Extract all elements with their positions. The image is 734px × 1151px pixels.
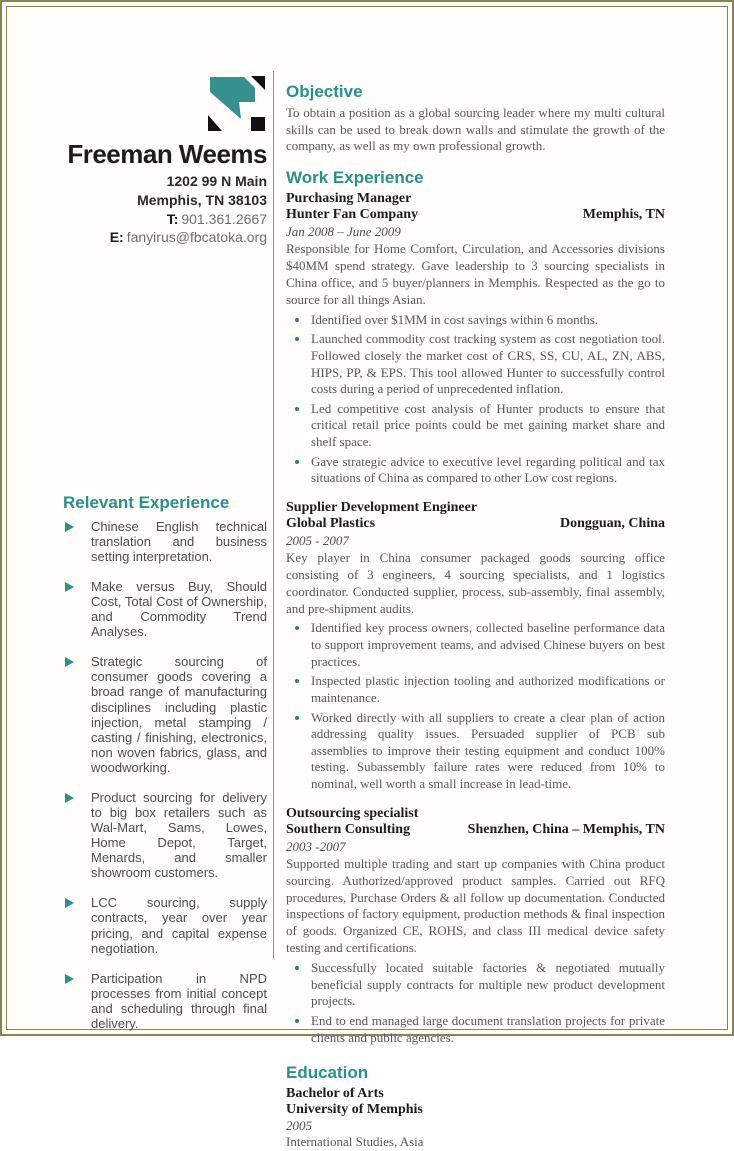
job-company-line <box>286 516 665 531</box>
objective-section <box>286 83 665 155</box>
triangle-bullet-icon <box>65 974 74 984</box>
education-section <box>286 1064 665 1151</box>
job-dates: 2005 - 2007 <box>286 532 349 548</box>
bullet-text: Launched commodity cost tracking system as cost negotiation tool. Followed closely the market cost of CRS, SS, CU, AL, ZN, ABS, HIPS, PP, & EPS. This tool allowed Hunter to successfully control costs during a period of unprecedented inflation. <box>311 331 665 397</box>
job-summary: Supported multiple trading and start up companies with China product sourcing. Authorized/approved product samples. Carried out RFQ procedures, Purchase Orders & all follow up documentation. Conducted inspections of factory equipment, production methods & final inspection of goods. Organized CE, ROHS, and class III medical device safety testing and certifications. <box>286 855 665 956</box>
triangle-bullet-icon <box>65 582 74 592</box>
triangle-bullet-icon <box>65 793 74 803</box>
contact-block <box>63 172 267 246</box>
main-column <box>273 7 727 1150</box>
job-bullet <box>286 312 665 329</box>
job-bullet-list <box>286 312 665 487</box>
job-bullet <box>286 960 665 1010</box>
list-item <box>63 790 267 880</box>
job-bullet <box>286 620 665 670</box>
work-experience-section <box>286 169 665 1046</box>
education-year: 2005 <box>286 1118 312 1134</box>
work-experience-heading: Work Experience <box>286 168 424 188</box>
bullet-dot-icon <box>295 1019 299 1023</box>
bullet-text: Successfully located suitable factories & negotiated mutually beneficial supply contracts for multiple new product development projects. <box>311 960 665 1009</box>
list-item <box>63 579 267 639</box>
job-title: Purchasing Manager <box>286 191 412 207</box>
bullet-text: End to end managed large document translation projects for private clients and public agencies. <box>311 1012 665 1045</box>
email-label: E: <box>109 229 124 246</box>
email-address: fanyirus@fbcatoka.org <box>126 229 267 246</box>
job-location: Shenzhen, China – Memphis, TN <box>467 822 665 838</box>
job-entry <box>286 191 665 487</box>
bullet-dot-icon <box>295 626 299 630</box>
job-location: Dongguan, China <box>559 516 665 532</box>
education-degree: Bachelor of Arts <box>286 1085 384 1101</box>
bullet-dot-icon <box>295 460 299 464</box>
job-title: Supplier Development Engineer <box>286 499 478 515</box>
resume-frame <box>6 6 728 1150</box>
triangle-bullet-icon <box>65 522 74 532</box>
column-divider <box>273 71 274 959</box>
job-entry <box>286 806 665 1047</box>
bullet-dot-icon <box>295 716 299 720</box>
list-item <box>63 971 267 1031</box>
job-company-line <box>286 822 665 837</box>
list-item-text: Chinese English technical translation and business setting interpretation. <box>91 518 267 564</box>
education-details: International Studies, Asia <box>286 1134 424 1150</box>
bullet-dot-icon <box>295 407 299 411</box>
bullet-text: Gave strategic advice to executive level regarding political and tax situations of China as compared to other Low cost regions. <box>311 453 665 486</box>
list-item <box>63 519 267 564</box>
bullet-dot-icon <box>295 337 299 341</box>
bullet-text: Worked directly with all suppliers to create a clear plan of action addressing quality issues. Persuaded supplier of PCB sub assemblies to improve their testing equipment and conduct 100% testing. Subassembly failure rates were reduced from 10% to nominal, well worth a small increase in lead-time. <box>311 709 665 792</box>
job-bullet <box>286 1013 665 1046</box>
job-dates: Jan 2008 – June 2009 <box>286 223 401 239</box>
bullet-text: Led competitive cost analysis of Hunter products to ensure that critical retail price points could be met gaining market share and shelf space. <box>311 400 665 450</box>
relevant-experience-section <box>63 493 267 1031</box>
job-company: Southern Consulting <box>286 822 411 838</box>
bullet-text: Identified key process owners, collected baseline performance data to support improvement teams, and advised Chinese buyers on best practices. <box>311 620 665 669</box>
job-bullet <box>286 331 665 398</box>
job-company: Global Plastics <box>286 516 376 532</box>
education-school: University of Memphis <box>286 1102 423 1118</box>
job-bullet <box>286 454 665 487</box>
job-bullet <box>286 710 665 793</box>
job-summary: Key player in China consumer packaged goods sourcing office consisting of 3 engineers, 4 sourcing specialists, and 1 logistics coordinator. Conducted supplier, process, sub-assembly, final assembly, and pre-shipment audits. <box>286 549 665 616</box>
objective-text: To obtain a position as a global sourcing leader where my multi cultural skills can be used to break down walls and stimulate the growth of the company, as well as my own professional growth. <box>286 104 665 154</box>
triangle-bullet-icon <box>65 898 74 908</box>
relevant-experience-heading: Relevant Experience <box>63 492 230 512</box>
person-name: Freeman Weems <box>67 139 267 169</box>
job-bullet <box>286 673 665 706</box>
job-company: Hunter Fan Company <box>286 207 418 223</box>
education-heading: Education <box>286 1063 369 1083</box>
job-location: Memphis, TN <box>582 207 665 223</box>
bullet-dot-icon <box>295 318 299 322</box>
job-company-line <box>286 207 665 222</box>
job-summary: Responsible for Home Comfort, Circulation, and Accessories divisions $40MM spend strategy. Gave leadership to 3 sourcing specialists in China office, and 5 buyer/planners in Memphis. Respected as the go to source for all things Asian. <box>286 241 665 307</box>
list-item <box>63 895 267 955</box>
job-bullet-list <box>286 620 665 792</box>
job-title: Outsourcing specialist <box>286 805 419 821</box>
bullet-dot-icon <box>295 679 299 683</box>
phone-label: T: <box>166 210 179 227</box>
job-entry <box>286 500 665 793</box>
email-line <box>63 228 267 247</box>
list-item-text: Product sourcing for delivery to big box retailers such as Wal-Mart, Sams, Lowes, Home Depot, Target, Menards, and smaller showroom customers. <box>91 789 267 881</box>
address-line-1: 1202 99 N Main <box>166 173 267 190</box>
bullet-dot-icon <box>295 966 299 970</box>
address-line-2: Memphis, TN 38103 <box>137 191 267 208</box>
relevant-experience-list <box>63 519 267 1031</box>
list-item-text: Participation in NPD processes from initial concept and scheduling through final delivery. <box>91 970 267 1031</box>
left-column <box>7 7 273 1029</box>
list-item-text: LCC sourcing, supply contracts, year over year pricing, and capital expense negotiation. <box>91 895 267 956</box>
job-dates: 2003 -2007 <box>286 838 346 854</box>
logo-icon <box>201 71 267 135</box>
phone-line <box>63 210 267 229</box>
list-item-text: Strategic sourcing of consumer goods covering a broad range of manufacturing disciplines including plastic injection, metal stamping / casting / finishing, electronics, non woven fabrics, glass, and woodworking. <box>91 654 267 775</box>
bullet-text: Identified over $1MM in cost savings within 6 months. <box>311 311 599 327</box>
phone-number: 901.361.2667 <box>181 210 267 227</box>
job-bullet <box>286 401 665 451</box>
list-item <box>63 654 267 775</box>
objective-heading: Objective <box>286 82 363 101</box>
job-bullet-list <box>286 960 665 1046</box>
bullet-text: Inspected plastic injection tooling and authorized modifications or maintenance. <box>311 673 665 705</box>
list-item-text: Make versus Buy, Should Cost, Total Cost of Ownership, and Commodity Trend Analyses. <box>91 578 267 640</box>
triangle-bullet-icon <box>65 657 74 667</box>
